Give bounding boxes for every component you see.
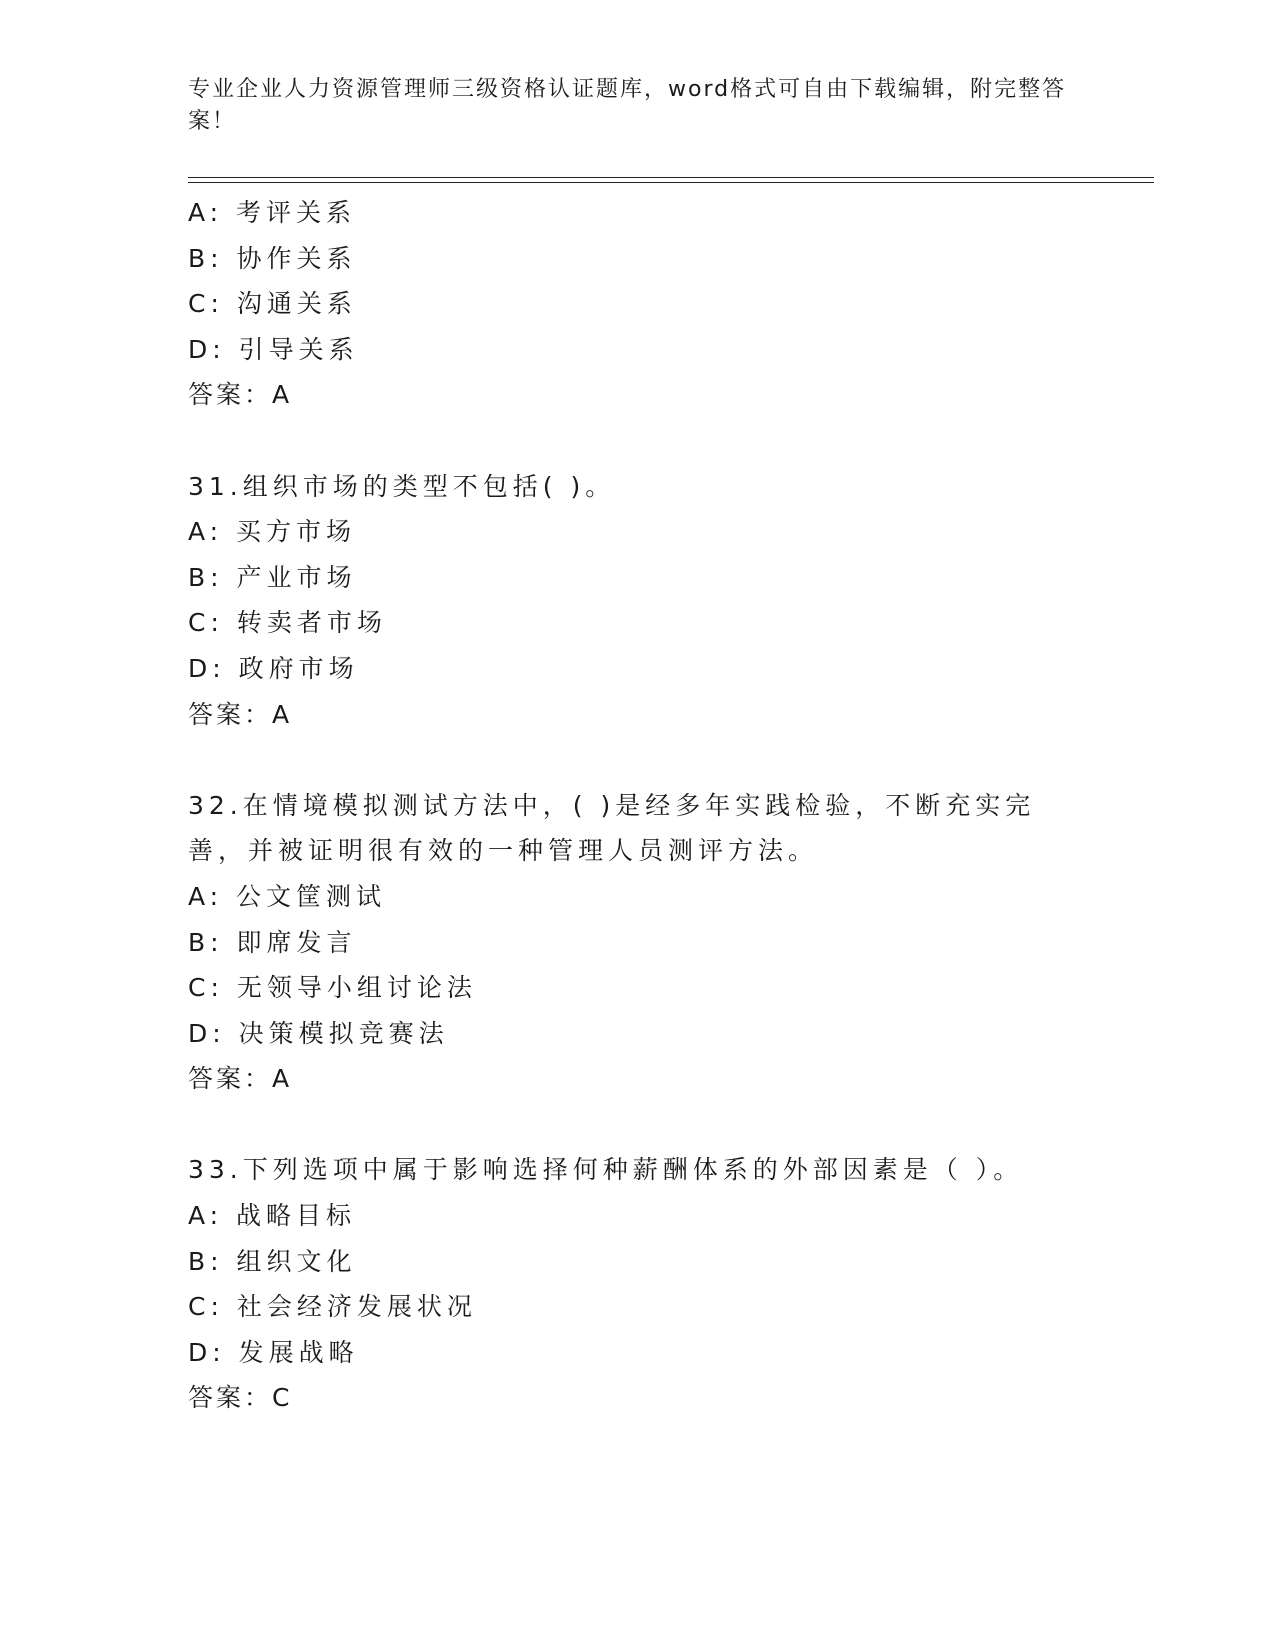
option-b: B: 即席发言 <box>188 927 357 957</box>
question-block <box>188 1147 1088 1421</box>
option-d: D: 发展战略 <box>188 1337 359 1367</box>
answer-label: 答案： <box>188 699 273 729</box>
header-divider-bottom <box>188 182 1154 183</box>
answer-line <box>188 692 1088 738</box>
question-block <box>188 190 1088 418</box>
answer-value: C <box>272 1383 290 1413</box>
question-block <box>188 464 1088 738</box>
question-stem: 32.在情境模拟测试方法中，( )是经多年实践检验，不断充实完善，并被证明很有效的一种管理人员测评方法。 <box>188 790 1036 866</box>
answer-value: A <box>272 699 290 729</box>
option-b: B: 协作关系 <box>188 243 357 273</box>
option-a: A: 考评关系 <box>188 198 357 227</box>
option-c: C: 社会经济发展状况 <box>188 1292 477 1322</box>
option-a: A: 战略目标 <box>188 1201 357 1231</box>
header-divider-top <box>188 177 1154 178</box>
answer-line <box>188 372 1088 418</box>
option-d: D: 决策模拟竞赛法 <box>188 1018 449 1048</box>
answer-value: A <box>272 380 290 410</box>
spacer <box>188 418 1088 464</box>
spacer <box>188 737 1088 783</box>
answer-label: 答案： <box>188 1064 273 1094</box>
option-b: B: 产业市场 <box>188 562 357 592</box>
option-d: D: 政府市场 <box>188 653 359 683</box>
option-a: A: 买方市场 <box>188 517 357 547</box>
question-stem: 31.组织市场的类型不包括( )。 <box>188 471 616 501</box>
answer-label: 答案： <box>188 380 273 410</box>
option-b: B: 组织文化 <box>188 1246 357 1276</box>
spacer <box>188 1102 1088 1148</box>
option-c: C: 沟通关系 <box>188 289 357 319</box>
option-a: A: 公文筐测试 <box>188 881 387 911</box>
document-header: 专业企业人力资源管理师三级资格认证题库，word格式可自由下载编辑，附完整答案！ <box>188 77 1067 134</box>
answer-value: A <box>272 1064 290 1094</box>
question-stem: 33.下列选项中属于影响选择何种薪酬体系的外部因素是（ ）。 <box>188 1155 1024 1185</box>
question-block <box>188 783 1088 1102</box>
answer-line <box>188 1375 1088 1421</box>
answer-line <box>188 1056 1088 1102</box>
option-c: C: 无领导小组讨论法 <box>188 973 477 1003</box>
option-d: D: 引导关系 <box>188 334 359 364</box>
question-list <box>188 190 1088 1421</box>
option-c: C: 转卖者市场 <box>188 608 387 638</box>
answer-label: 答案： <box>188 1383 273 1413</box>
